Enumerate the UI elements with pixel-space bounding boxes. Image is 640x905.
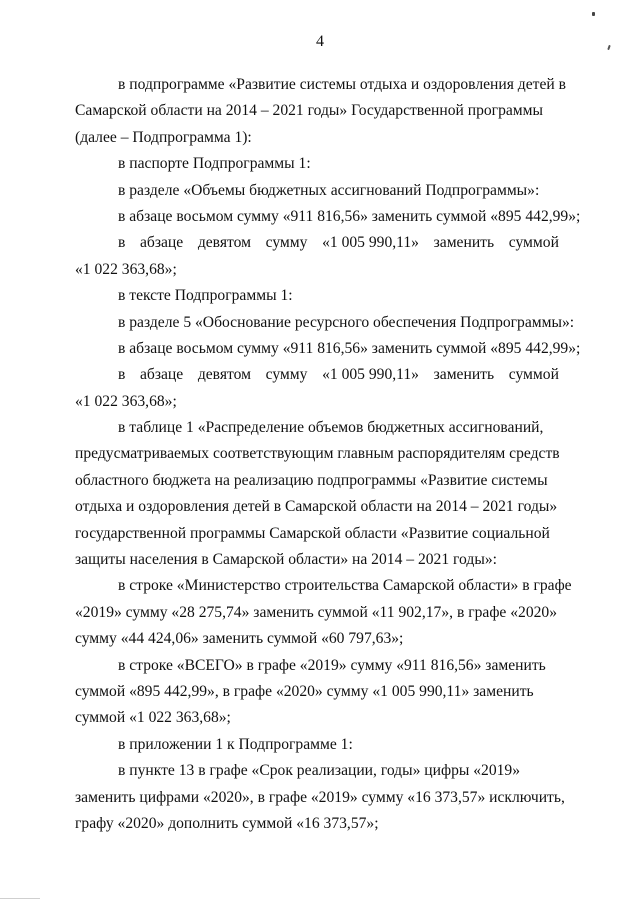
word: в [118,234,126,252]
text-line: «1 022 363,68»; [75,392,177,410]
word: абзаце [140,234,184,252]
text-line: графу «2020» дополнить суммой «16 373,57»; [75,814,379,832]
text-line: «2019» сумму «28 275,74» заменить суммой «11 902,17», в графе «2020» [75,603,558,621]
word: заменить [433,366,495,384]
word: девятом [197,366,251,384]
page-number: 4 [316,33,324,50]
text-line: заменить цифрами «2020», в графе «2019» сумму «16 373,57» исключить, [75,788,565,806]
word: «1 005 990,11» [322,366,419,384]
scan-edge-line [0,898,40,899]
text-line: в строке «Министерство строительства Самарской области» в графе [118,577,572,595]
text-line: предусматриваемых соответствующим главным распорядителям средств [75,445,560,463]
text-line: в разделе 5 «Обоснование ресурсного обеспечения Подпрограммы»: [118,313,575,331]
word: сумму [265,234,308,252]
scan-speck [592,12,595,16]
text-line: в абзаце восьмом сумму «911 816,56» заменить суммой «895 442,99»; [118,207,581,225]
word: в [118,366,126,384]
word: заменить [433,234,495,252]
text-line: в подпрограмме «Развитие системы отдыха и оздоровления детей в [118,76,566,93]
word: абзаце [140,366,184,384]
text-line: в приложении 1 к Подпрограмме 1: [118,735,353,753]
text-line-justified [75,362,559,388]
text-line: государственной программы Самарской области «Развитие социальной [75,524,550,542]
text-line: «1 022 363,68»; [75,260,177,278]
word: сумму [265,366,308,384]
text-line: Самарской области на 2014 – 2021 годы» Государственной программы [75,102,544,120]
text-line: (далее – Подпрограмма 1): [75,128,252,146]
word: суммой [508,234,559,252]
word: суммой [508,366,559,384]
text-line: в тексте Подпрограммы 1: [118,287,293,305]
text-line: защиты населения в Самарской области» на 2014 – 2021 годы»: [75,551,497,569]
text-line: суммой «895 442,99», в графе «2020» сумму «1 005 990,11» заменить [75,682,534,700]
text-line: суммой «1 022 363,68»; [75,709,231,727]
text-line: в паспорте Подпрограммы 1: [118,155,311,173]
text-line: в строке «ВСЕГО» в графе «2019» сумму «911 816,56» заменить [118,656,546,674]
document-body [75,72,581,837]
text-line: отдыха и оздоровления детей в Самарской области на 2014 – 2021 годы» [75,498,558,516]
text-line: в пункте 13 в графе «Срок реализации, годы» цифры «2019» [118,762,521,780]
text-line: сумму «44 424,06» заменить суммой «60 797,63»; [75,630,404,648]
text-line: областного бюджета на реализацию подпрограммы «Развитие системы [75,471,548,489]
word: девятом [197,234,251,252]
text-line: в абзаце восьмом сумму «911 816,56» заменить суммой «895 442,99»; [118,339,581,357]
word: «1 005 990,11» [322,234,419,252]
text-line: в таблице 1 «Распределение объемов бюджетных ассигнований, [118,419,544,437]
text-line-justified [75,230,559,256]
text-line: в разделе «Объемы бюджетных ассигнований Подпрограммы»: [118,181,540,199]
